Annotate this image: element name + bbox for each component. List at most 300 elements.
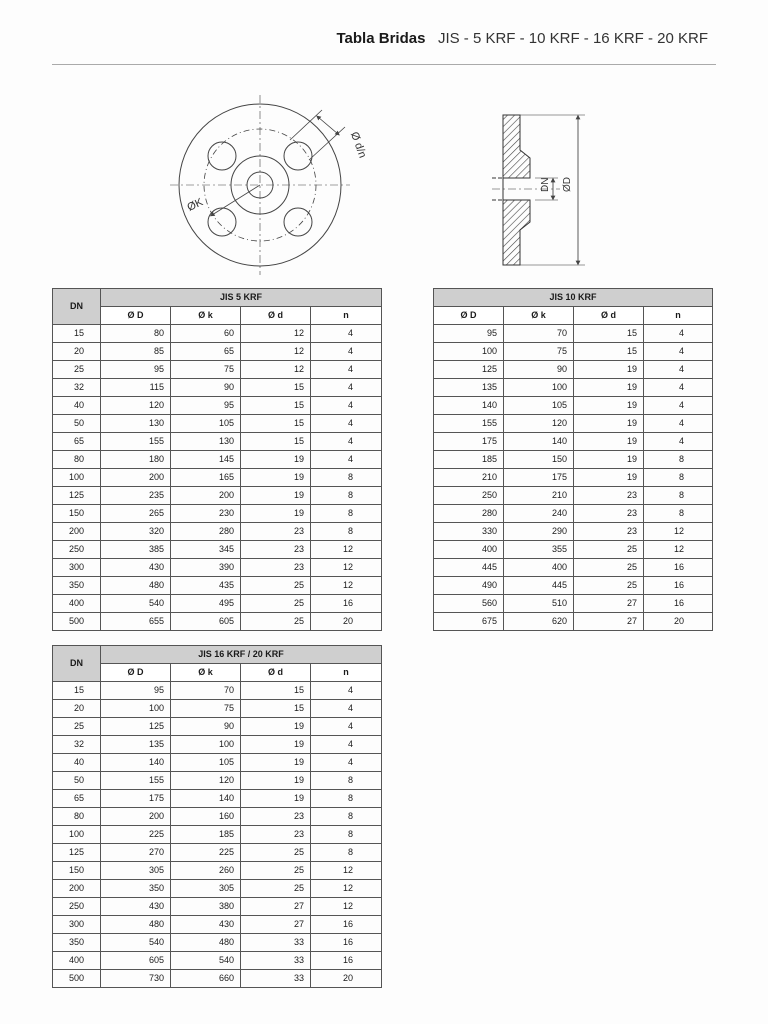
bolt-circle-cell: 60 xyxy=(171,325,241,343)
bolt-hole-cell: 23 xyxy=(241,826,311,844)
dn-cell: 400 xyxy=(53,595,101,613)
bolt-hole-cell: 19 xyxy=(241,736,311,754)
bolt-count-cell: 4 xyxy=(311,397,382,415)
bolt-count-cell: 12 xyxy=(644,523,713,541)
bolt-count-cell: 4 xyxy=(311,343,382,361)
table-jis-16-20-krf xyxy=(52,645,382,988)
outer-diameter-cell: 115 xyxy=(101,379,171,397)
bolt-count-cell: 4 xyxy=(311,451,382,469)
bolt-count-cell: 4 xyxy=(311,682,382,700)
outer-diameter-cell: 95 xyxy=(101,361,171,379)
pcd-label: ØK xyxy=(185,196,205,214)
bolt-hole-cell: 25 xyxy=(241,844,311,862)
outer-diameter-cell: 155 xyxy=(434,415,504,433)
bolt-circle-cell: 90 xyxy=(171,379,241,397)
table-row xyxy=(53,682,382,700)
bolt-circle-cell: 605 xyxy=(171,613,241,631)
bolt-hole-cell: 33 xyxy=(241,952,311,970)
outer-diameter-cell: 330 xyxy=(434,523,504,541)
dn-cell: 80 xyxy=(53,808,101,826)
dn-cell: 350 xyxy=(53,934,101,952)
dn-cell: 125 xyxy=(53,487,101,505)
bolt-circle-cell: 660 xyxy=(171,970,241,988)
bolt-count-cell: 12 xyxy=(311,862,382,880)
bolt-circle-cell: 140 xyxy=(504,433,574,451)
bolt-circle-cell: 210 xyxy=(504,487,574,505)
bolt-hole-cell: 19 xyxy=(241,790,311,808)
bolt-count-cell: 4 xyxy=(644,397,713,415)
bolt-circle-cell: 100 xyxy=(171,736,241,754)
outer-diameter-cell: 280 xyxy=(434,505,504,523)
col-header-bolt-count: n xyxy=(311,664,382,682)
bolt-hole-cell: 27 xyxy=(241,916,311,934)
dn-cell: 40 xyxy=(53,754,101,772)
outer-diameter-cell: 385 xyxy=(101,541,171,559)
table-row xyxy=(53,880,382,898)
outer-diameter-cell: 400 xyxy=(434,541,504,559)
outer-diameter-cell: 430 xyxy=(101,559,171,577)
table-row xyxy=(53,523,382,541)
table-row xyxy=(53,379,382,397)
table-row xyxy=(434,577,713,595)
bolt-circle-cell: 105 xyxy=(171,754,241,772)
table-row xyxy=(53,916,382,934)
bolt-hole-cell: 25 xyxy=(574,559,644,577)
table-row xyxy=(53,415,382,433)
col-header-bolt-circle: Ø k xyxy=(171,664,241,682)
table-row xyxy=(53,772,382,790)
table-row xyxy=(434,343,713,361)
table-row xyxy=(53,826,382,844)
bolt-count-cell: 8 xyxy=(644,487,713,505)
bolt-hole-cell: 12 xyxy=(241,325,311,343)
bolt-count-cell: 8 xyxy=(311,469,382,487)
bolt-count-cell: 12 xyxy=(644,541,713,559)
bolt-circle-cell: 305 xyxy=(171,880,241,898)
bolt-circle-cell: 390 xyxy=(171,559,241,577)
table-row xyxy=(53,343,382,361)
outer-diameter-cell: 175 xyxy=(434,433,504,451)
table-row xyxy=(434,505,713,523)
bolt-count-cell: 8 xyxy=(311,790,382,808)
table-row xyxy=(434,361,713,379)
dn-cell: 150 xyxy=(53,862,101,880)
col-header-outer-diameter: Ø D xyxy=(101,307,171,325)
bolt-hole-cell: 19 xyxy=(574,397,644,415)
bolt-hole-cell: 15 xyxy=(574,325,644,343)
title-standards: JIS - 5 KRF - 10 KRF - 16 KRF - 20 KRF xyxy=(437,30,708,47)
table-row xyxy=(53,718,382,736)
bolt-hole-cell: 25 xyxy=(241,613,311,631)
outer-diameter-cell: 175 xyxy=(101,790,171,808)
bolt-hole-cell: 23 xyxy=(241,559,311,577)
bolt-hole-cell: 15 xyxy=(241,433,311,451)
bolt-circle-cell: 430 xyxy=(171,916,241,934)
bolt-count-cell: 4 xyxy=(311,415,382,433)
outer-diameter-cell: 265 xyxy=(101,505,171,523)
bolt-count-cell: 4 xyxy=(311,361,382,379)
dn-dimension-label: DN xyxy=(540,177,551,192)
dn-cell: 300 xyxy=(53,559,101,577)
bolt-hole-cell: 19 xyxy=(574,379,644,397)
dn-cell: 40 xyxy=(53,397,101,415)
bolt-hole-cell: 25 xyxy=(574,541,644,559)
outer-diameter-cell: 250 xyxy=(434,487,504,505)
dn-cell: 32 xyxy=(53,736,101,754)
outer-diameter-label: ØD xyxy=(562,177,573,192)
dn-cell: 125 xyxy=(53,844,101,862)
bolt-circle-cell: 75 xyxy=(504,343,574,361)
bolt-hole-cell: 33 xyxy=(241,970,311,988)
outer-diameter-cell: 445 xyxy=(434,559,504,577)
bolt-hole-cell: 15 xyxy=(241,700,311,718)
bolt-circle-cell: 445 xyxy=(504,577,574,595)
bolt-circle-cell: 100 xyxy=(504,379,574,397)
bolt-count-cell: 4 xyxy=(644,343,713,361)
bolt-circle-cell: 75 xyxy=(171,700,241,718)
bolt-count-cell: 4 xyxy=(311,754,382,772)
outer-diameter-cell: 730 xyxy=(101,970,171,988)
dn-cell: 25 xyxy=(53,718,101,736)
dn-cell: 250 xyxy=(53,898,101,916)
bolt-count-cell: 4 xyxy=(311,433,382,451)
bolt-count-cell: 8 xyxy=(311,844,382,862)
bolt-count-cell: 8 xyxy=(311,772,382,790)
bolt-hole-cell: 33 xyxy=(241,934,311,952)
bolt-hole-cell: 19 xyxy=(574,451,644,469)
dn-cell: 50 xyxy=(53,415,101,433)
bolt-circle-cell: 185 xyxy=(171,826,241,844)
bolt-count-cell: 8 xyxy=(311,487,382,505)
bolt-circle-cell: 70 xyxy=(504,325,574,343)
outer-diameter-cell: 120 xyxy=(101,397,171,415)
outer-diameter-cell: 135 xyxy=(434,379,504,397)
outer-diameter-cell: 125 xyxy=(101,718,171,736)
table-row xyxy=(53,700,382,718)
col-header-bolt-circle: Ø k xyxy=(504,307,574,325)
table-row xyxy=(53,808,382,826)
flange-front-view xyxy=(170,95,350,275)
table-row xyxy=(434,559,713,577)
bolt-count-cell: 16 xyxy=(311,595,382,613)
table-row xyxy=(53,487,382,505)
bolt-circle-cell: 165 xyxy=(171,469,241,487)
bolt-circle-cell: 345 xyxy=(171,541,241,559)
bolt-circle-cell: 290 xyxy=(504,523,574,541)
bolt-hole-cell: 19 xyxy=(241,505,311,523)
bolt-count-cell: 8 xyxy=(311,505,382,523)
bolt-count-cell: 4 xyxy=(644,361,713,379)
outer-diameter-cell: 95 xyxy=(434,325,504,343)
table-row xyxy=(53,952,382,970)
outer-diameter-cell: 540 xyxy=(101,934,171,952)
bolt-circle-cell: 510 xyxy=(504,595,574,613)
bolt-count-cell: 12 xyxy=(311,880,382,898)
outer-diameter-cell: 95 xyxy=(101,682,171,700)
col-header-bolt-hole: Ø d xyxy=(241,664,311,682)
title-main: Tabla Bridas xyxy=(336,30,426,47)
outer-diameter-cell: 125 xyxy=(434,361,504,379)
bolt-circle-cell: 225 xyxy=(171,844,241,862)
outer-diameter-cell: 225 xyxy=(101,826,171,844)
table-row xyxy=(53,541,382,559)
dn-cell: 50 xyxy=(53,772,101,790)
table-row xyxy=(434,469,713,487)
bolt-hole-cell: 12 xyxy=(241,361,311,379)
table-row xyxy=(53,361,382,379)
bolt-count-cell: 20 xyxy=(311,970,382,988)
bolt-hole-cell: 27 xyxy=(574,613,644,631)
dn-cell: 15 xyxy=(53,682,101,700)
outer-diameter-cell: 480 xyxy=(101,577,171,595)
outer-diameter-cell: 235 xyxy=(101,487,171,505)
table-row xyxy=(53,469,382,487)
table-row xyxy=(53,433,382,451)
outer-diameter-cell: 675 xyxy=(434,613,504,631)
bolt-count-cell: 16 xyxy=(644,559,713,577)
bolt-hole-cell: 25 xyxy=(241,577,311,595)
outer-diameter-cell: 540 xyxy=(101,595,171,613)
bolt-count-cell: 4 xyxy=(311,700,382,718)
bolt-count-cell: 8 xyxy=(644,451,713,469)
bolt-circle-cell: 280 xyxy=(171,523,241,541)
table-row xyxy=(53,505,382,523)
outer-diameter-cell: 655 xyxy=(101,613,171,631)
dn-cell: 300 xyxy=(53,916,101,934)
bolt-circle-cell: 150 xyxy=(504,451,574,469)
dn-cell: 200 xyxy=(53,880,101,898)
bolt-circle-cell: 120 xyxy=(171,772,241,790)
table-title: JIS 5 KRF xyxy=(101,289,382,307)
bolt-circle-cell: 130 xyxy=(171,433,241,451)
col-header-outer-diameter: Ø D xyxy=(101,664,171,682)
table-row xyxy=(53,559,382,577)
outer-diameter-cell: 185 xyxy=(434,451,504,469)
bolt-count-cell: 8 xyxy=(644,505,713,523)
outer-diameter-cell: 180 xyxy=(101,451,171,469)
flange-drawings xyxy=(0,0,768,290)
bolt-hole-cell: 19 xyxy=(574,433,644,451)
table-row xyxy=(53,325,382,343)
outer-diameter-cell: 305 xyxy=(101,862,171,880)
table-row xyxy=(434,415,713,433)
bolt-count-cell: 4 xyxy=(311,718,382,736)
bolt-count-cell: 8 xyxy=(311,523,382,541)
bolt-hole-cell: 19 xyxy=(574,361,644,379)
col-header-bolt-count: n xyxy=(311,307,382,325)
table-row xyxy=(53,736,382,754)
bolt-hole-cell: 23 xyxy=(574,487,644,505)
col-header-outer-diameter: Ø D xyxy=(434,307,504,325)
dn-cell: 65 xyxy=(53,790,101,808)
table-row xyxy=(53,898,382,916)
bolt-circle-cell: 480 xyxy=(171,934,241,952)
dn-cell: 100 xyxy=(53,826,101,844)
dn-cell: 500 xyxy=(53,613,101,631)
table-row xyxy=(53,862,382,880)
table-row xyxy=(53,970,382,988)
table-row xyxy=(434,595,713,613)
table-row xyxy=(434,451,713,469)
bolt-hole-cell: 19 xyxy=(241,451,311,469)
bolt-hole-cell: 19 xyxy=(241,718,311,736)
dn-header: DN xyxy=(53,646,101,682)
bolt-count-cell: 12 xyxy=(311,577,382,595)
bolt-hole-cell: 23 xyxy=(574,523,644,541)
bolt-hole-cell: 15 xyxy=(574,343,644,361)
table-row xyxy=(434,523,713,541)
outer-diameter-cell: 80 xyxy=(101,325,171,343)
dn-cell: 200 xyxy=(53,523,101,541)
bolt-circle-cell: 380 xyxy=(171,898,241,916)
bolt-count-cell: 4 xyxy=(644,415,713,433)
bolt-circle-cell: 140 xyxy=(171,790,241,808)
bolt-circle-cell: 105 xyxy=(504,397,574,415)
bolt-count-cell: 8 xyxy=(644,469,713,487)
dn-cell: 350 xyxy=(53,577,101,595)
bolt-count-cell: 4 xyxy=(644,433,713,451)
bolt-hole-cell: 15 xyxy=(241,682,311,700)
table-row xyxy=(53,934,382,952)
bolt-hole-cell: 23 xyxy=(241,523,311,541)
outer-diameter-cell: 100 xyxy=(101,700,171,718)
bolt-circle-cell: 540 xyxy=(171,952,241,970)
bolt-count-cell: 12 xyxy=(311,559,382,577)
table-row xyxy=(434,325,713,343)
col-header-bolt-count: n xyxy=(644,307,713,325)
bolt-count-cell: 16 xyxy=(644,595,713,613)
outer-diameter-cell: 350 xyxy=(101,880,171,898)
outer-diameter-cell: 605 xyxy=(101,952,171,970)
col-header-bolt-hole: Ø d xyxy=(241,307,311,325)
outer-diameter-cell: 135 xyxy=(101,736,171,754)
outer-diameter-cell: 210 xyxy=(434,469,504,487)
bolt-hole-cell: 27 xyxy=(241,898,311,916)
outer-diameter-cell: 200 xyxy=(101,469,171,487)
table-title: JIS 10 KRF xyxy=(434,289,713,307)
outer-diameter-cell: 430 xyxy=(101,898,171,916)
outer-diameter-cell: 155 xyxy=(101,772,171,790)
outer-diameter-cell: 200 xyxy=(101,808,171,826)
table-row xyxy=(53,754,382,772)
outer-diameter-cell: 140 xyxy=(101,754,171,772)
bolt-circle-cell: 95 xyxy=(171,397,241,415)
bolt-count-cell: 4 xyxy=(644,325,713,343)
outer-diameter-cell: 100 xyxy=(434,343,504,361)
bolt-hole-cell: 23 xyxy=(241,541,311,559)
dn-cell: 20 xyxy=(53,343,101,361)
bolt-hole-label: Ø d/n xyxy=(347,130,369,160)
outer-diameter-cell: 320 xyxy=(101,523,171,541)
bolt-count-cell: 16 xyxy=(644,577,713,595)
bolt-circle-cell: 495 xyxy=(171,595,241,613)
bolt-count-cell: 20 xyxy=(311,613,382,631)
bolt-circle-cell: 230 xyxy=(171,505,241,523)
table-row xyxy=(434,613,713,631)
bolt-circle-cell: 145 xyxy=(171,451,241,469)
bolt-circle-cell: 200 xyxy=(171,487,241,505)
table-row xyxy=(434,397,713,415)
table-row xyxy=(434,487,713,505)
bolt-hole-cell: 25 xyxy=(574,577,644,595)
bolt-count-cell: 16 xyxy=(311,952,382,970)
dn-cell: 32 xyxy=(53,379,101,397)
table-jis-10-krf xyxy=(433,288,713,631)
bolt-hole-cell: 23 xyxy=(241,808,311,826)
bolt-count-cell: 16 xyxy=(311,916,382,934)
bolt-circle-cell: 90 xyxy=(171,718,241,736)
table-row xyxy=(53,577,382,595)
bolt-hole-cell: 19 xyxy=(241,772,311,790)
bolt-circle-cell: 90 xyxy=(504,361,574,379)
outer-diameter-cell: 490 xyxy=(434,577,504,595)
bolt-circle-cell: 105 xyxy=(171,415,241,433)
outer-diameter-cell: 560 xyxy=(434,595,504,613)
bolt-count-cell: 4 xyxy=(311,736,382,754)
table-row xyxy=(434,379,713,397)
bolt-hole-cell: 25 xyxy=(241,862,311,880)
bolt-hole-cell: 19 xyxy=(241,469,311,487)
bolt-circle-cell: 400 xyxy=(504,559,574,577)
table-title: JIS 16 KRF / 20 KRF xyxy=(101,646,382,664)
bolt-circle-cell: 75 xyxy=(171,361,241,379)
col-header-bolt-circle: Ø k xyxy=(171,307,241,325)
table-row xyxy=(53,790,382,808)
table-row xyxy=(434,541,713,559)
bolt-hole-cell: 15 xyxy=(241,415,311,433)
bolt-circle-cell: 435 xyxy=(171,577,241,595)
table-jis-5-krf xyxy=(52,288,382,631)
table-row xyxy=(53,397,382,415)
table-row xyxy=(53,613,382,631)
bolt-count-cell: 4 xyxy=(644,379,713,397)
bolt-circle-cell: 160 xyxy=(171,808,241,826)
bolt-hole-cell: 23 xyxy=(574,505,644,523)
table-row xyxy=(434,433,713,451)
outer-diameter-cell: 155 xyxy=(101,433,171,451)
dn-cell: 400 xyxy=(53,952,101,970)
dn-cell: 20 xyxy=(53,700,101,718)
bolt-circle-cell: 355 xyxy=(504,541,574,559)
dn-header: DN xyxy=(53,289,101,325)
bolt-circle-cell: 620 xyxy=(504,613,574,631)
table-row xyxy=(53,595,382,613)
outer-diameter-cell: 270 xyxy=(101,844,171,862)
dn-cell: 500 xyxy=(53,970,101,988)
bolt-count-cell: 4 xyxy=(311,379,382,397)
bolt-circle-cell: 260 xyxy=(171,862,241,880)
bolt-circle-cell: 175 xyxy=(504,469,574,487)
bolt-circle-cell: 120 xyxy=(504,415,574,433)
bolt-hole-cell: 12 xyxy=(241,343,311,361)
dn-cell: 150 xyxy=(53,505,101,523)
bolt-hole-cell: 19 xyxy=(241,487,311,505)
bolt-count-cell: 4 xyxy=(311,325,382,343)
bolt-count-cell: 20 xyxy=(644,613,713,631)
dn-cell: 250 xyxy=(53,541,101,559)
bolt-circle-cell: 240 xyxy=(504,505,574,523)
dn-cell: 100 xyxy=(53,469,101,487)
table-row xyxy=(53,451,382,469)
outer-diameter-cell: 480 xyxy=(101,916,171,934)
bolt-hole-cell: 19 xyxy=(241,754,311,772)
outer-diameter-cell: 140 xyxy=(434,397,504,415)
col-header-bolt-hole: Ø d xyxy=(574,307,644,325)
bolt-hole-cell: 19 xyxy=(574,469,644,487)
bolt-count-cell: 8 xyxy=(311,808,382,826)
outer-diameter-cell: 85 xyxy=(101,343,171,361)
bolt-hole-cell: 25 xyxy=(241,595,311,613)
